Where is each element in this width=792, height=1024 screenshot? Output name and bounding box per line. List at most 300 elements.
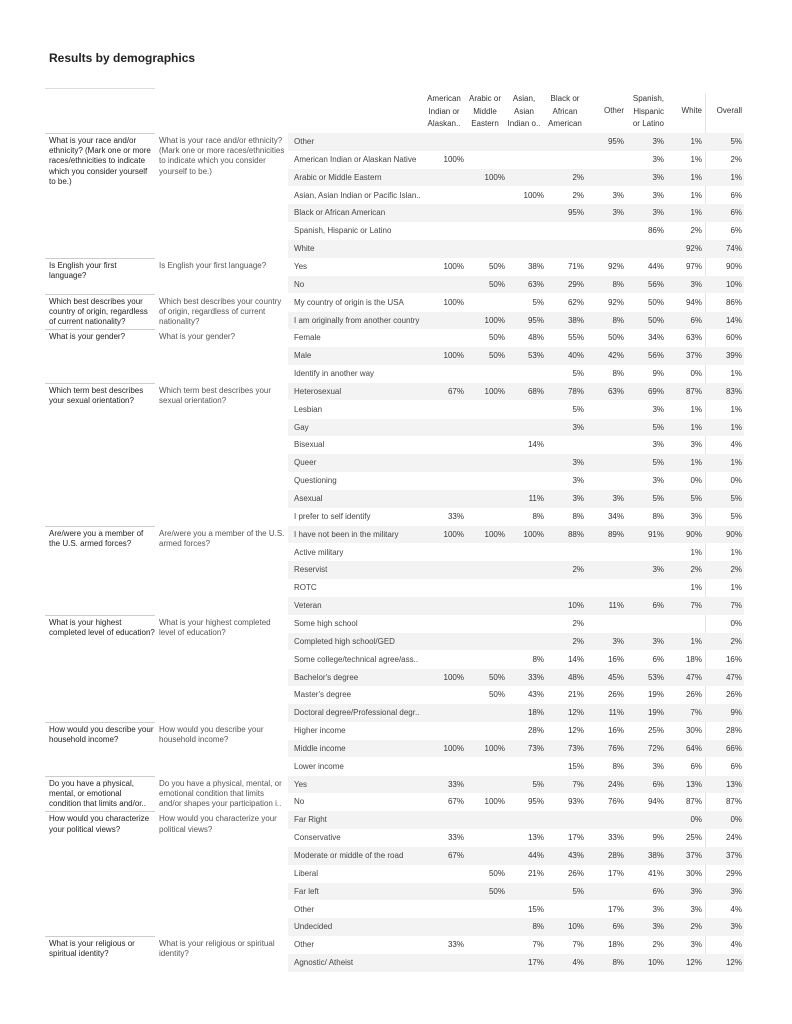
question-label: What is your highest completed level of education? xyxy=(49,617,155,638)
value-cell: 2% xyxy=(690,565,702,575)
value-cell xyxy=(424,544,464,562)
value-cell: 17% xyxy=(607,904,624,914)
answer-label: Other xyxy=(294,940,315,950)
value-cell: 8% xyxy=(612,761,624,771)
value-cell: 50% xyxy=(488,672,505,682)
value-cell xyxy=(504,579,544,597)
question-text: What is your race and/or ethnicity? (Mark one or more races/ethnicities to indicate which you consider yourself to be.) xyxy=(159,136,285,176)
group-divider xyxy=(45,258,155,259)
value-cell: 92% xyxy=(607,261,624,271)
value-cell xyxy=(584,561,624,579)
value-cell: 16% xyxy=(607,726,624,736)
value-cell xyxy=(504,615,544,633)
value-cell xyxy=(465,544,505,562)
value-cell: 56% xyxy=(647,351,664,361)
value-cell: 97% xyxy=(685,261,702,271)
value-cell xyxy=(465,419,505,437)
value-cell: 12% xyxy=(567,726,584,736)
value-cell: 5% xyxy=(652,458,664,468)
value-cell: 67% xyxy=(447,797,464,807)
answer-label: Agnostic/ Atheist xyxy=(294,958,354,968)
group-divider xyxy=(45,133,155,134)
value-cell: 1% xyxy=(690,172,702,182)
value-cell xyxy=(465,651,505,669)
value-cell: 50% xyxy=(607,333,624,343)
value-cell: 9% xyxy=(652,833,664,843)
value-cell: 1% xyxy=(730,172,742,182)
value-cell: 6% xyxy=(730,208,742,218)
column-header: Black or African American xyxy=(548,94,582,128)
value-cell: 44% xyxy=(527,851,544,860)
value-cell: 38% xyxy=(647,851,664,860)
value-cell: 100% xyxy=(484,315,505,325)
column-header: Other xyxy=(603,106,624,115)
value-cell xyxy=(504,544,544,562)
value-cell: 11% xyxy=(528,494,544,503)
value-cell xyxy=(584,401,624,419)
value-cell xyxy=(465,954,505,972)
value-cell: 5% xyxy=(572,369,584,379)
value-cell: 1% xyxy=(730,422,742,432)
group-divider xyxy=(45,936,155,937)
value-cell: 87% xyxy=(685,386,702,396)
value-cell: 25% xyxy=(685,833,702,843)
group-divider xyxy=(45,615,155,616)
question-text: Which best describes your country of origin, regardless of current nationality? xyxy=(159,296,282,327)
value-cell: 2% xyxy=(730,154,742,164)
value-cell xyxy=(465,508,505,526)
column-header: Arabic or Middle Eastern xyxy=(468,94,501,128)
value-cell: 2% xyxy=(730,636,742,646)
value-cell xyxy=(465,401,505,419)
value-cell: 14% xyxy=(527,440,544,450)
value-cell xyxy=(584,579,624,597)
value-cell: 4% xyxy=(572,958,584,968)
value-cell xyxy=(504,633,544,651)
value-cell: 3% xyxy=(652,565,664,575)
value-cell: 3% xyxy=(572,422,584,432)
value-cell xyxy=(424,561,464,579)
value-cell xyxy=(465,597,505,615)
value-cell: 24% xyxy=(607,779,624,789)
value-cell: 3% xyxy=(690,886,702,896)
value-cell xyxy=(424,918,464,936)
answer-label: Asian, Asian Indian or Pacific Islan.. xyxy=(294,190,421,200)
value-cell: 38% xyxy=(567,315,584,325)
value-cell xyxy=(465,151,505,169)
value-cell xyxy=(504,454,544,472)
value-cell: 30% xyxy=(685,726,702,736)
answer-label: Higher income xyxy=(294,726,346,736)
answer-label: Lesbian xyxy=(294,404,323,414)
value-cell: 37% xyxy=(725,851,742,860)
value-cell: 0% xyxy=(730,815,742,825)
answer-label: No xyxy=(294,279,305,289)
value-cell: 55% xyxy=(567,333,584,343)
value-cell: 3% xyxy=(652,440,664,450)
question-label: What is your religious or spiritual identity? xyxy=(49,939,135,959)
value-cell: 0% xyxy=(690,476,702,486)
value-cell: 16% xyxy=(725,654,742,664)
value-cell: 66% xyxy=(725,743,742,753)
value-cell xyxy=(544,436,584,454)
value-cell xyxy=(465,187,505,205)
answer-label: Queer xyxy=(294,458,317,468)
value-cell: 6% xyxy=(730,190,742,200)
value-cell: 43% xyxy=(567,851,584,860)
value-cell: 17% xyxy=(607,868,624,878)
value-cell: 3% xyxy=(612,208,624,218)
value-cell: 2% xyxy=(730,565,742,575)
question-label: What is your gender? xyxy=(49,332,126,342)
value-cell: 11% xyxy=(608,601,624,611)
value-cell xyxy=(504,597,544,615)
value-cell xyxy=(424,633,464,651)
value-cell: 2% xyxy=(690,226,702,236)
value-cell: 93% xyxy=(567,797,584,807)
value-cell xyxy=(504,133,544,151)
value-cell: 3% xyxy=(652,208,664,218)
answer-label: I prefer to self identify xyxy=(294,511,371,521)
value-cell: 1% xyxy=(690,636,702,646)
question-label: Which best describes your country of origin, regardless of current nationality? xyxy=(49,296,148,327)
value-cell xyxy=(544,133,584,151)
value-cell: 14% xyxy=(725,315,742,325)
value-cell: 26% xyxy=(725,690,742,700)
value-cell: 53% xyxy=(527,351,544,361)
column-header: White xyxy=(681,106,702,115)
value-cell: 12% xyxy=(567,708,584,718)
value-cell: 5% xyxy=(730,137,742,146)
answer-label: Other xyxy=(294,137,315,146)
value-cell: 19% xyxy=(647,708,664,718)
value-cell xyxy=(624,240,664,258)
value-cell: 100% xyxy=(484,529,505,539)
answer-label: Yes xyxy=(294,261,308,271)
answer-label: Asexual xyxy=(294,494,323,503)
value-cell: 29% xyxy=(725,868,742,878)
value-cell: 63% xyxy=(607,386,624,396)
value-cell xyxy=(584,615,624,633)
value-cell: 41% xyxy=(647,868,664,878)
value-cell: 50% xyxy=(488,690,505,700)
value-cell xyxy=(584,454,624,472)
answer-label: ROTC xyxy=(294,583,317,593)
value-cell xyxy=(465,901,505,919)
value-cell: 34% xyxy=(647,333,664,343)
value-cell: 76% xyxy=(607,743,624,753)
value-cell: 3% xyxy=(572,458,584,468)
value-cell: 74% xyxy=(725,244,742,254)
value-cell: 48% xyxy=(527,333,544,343)
value-cell: 76% xyxy=(607,797,624,807)
value-cell xyxy=(424,472,464,490)
value-cell xyxy=(465,222,505,240)
value-cell: 18% xyxy=(685,654,702,664)
value-cell: 1% xyxy=(690,208,702,218)
value-cell xyxy=(424,615,464,633)
value-cell xyxy=(424,811,464,829)
value-cell xyxy=(465,365,505,383)
answer-label: Heterosexual xyxy=(294,386,342,396)
value-cell: 1% xyxy=(730,404,742,414)
value-cell: 24% xyxy=(725,833,742,843)
answer-label: Lower income xyxy=(294,761,344,771)
value-cell: 40% xyxy=(567,351,584,361)
value-cell: 6% xyxy=(652,886,664,896)
value-cell xyxy=(424,133,464,151)
value-cell: 17% xyxy=(567,833,584,843)
value-cell: 15% xyxy=(527,904,544,914)
value-cell: 33% xyxy=(607,833,624,843)
value-cell: 4% xyxy=(730,440,742,450)
value-cell: 8% xyxy=(612,279,624,289)
value-cell: 29% xyxy=(567,279,584,289)
value-cell xyxy=(504,883,544,901)
answer-label: Spanish, Hispanic or Latino xyxy=(294,226,392,236)
value-cell: 10% xyxy=(647,958,664,968)
value-cell: 5% xyxy=(532,297,544,307)
value-cell: 1% xyxy=(690,422,702,432)
question-text: What is your gender? xyxy=(159,332,236,342)
value-cell xyxy=(584,151,624,169)
value-cell xyxy=(544,240,584,258)
value-cell xyxy=(544,811,584,829)
value-cell xyxy=(424,169,464,187)
value-cell: 100% xyxy=(484,172,505,182)
value-cell: 2% xyxy=(652,940,664,950)
value-cell xyxy=(465,847,505,865)
value-cell: 53% xyxy=(647,672,664,682)
group-divider xyxy=(45,383,155,384)
column-header: Asian, Asian Indian o.. xyxy=(507,94,541,128)
value-cell: 1% xyxy=(690,137,702,146)
value-cell: 33% xyxy=(447,940,464,950)
value-cell: 21% xyxy=(567,690,584,700)
value-cell: 95% xyxy=(607,137,624,146)
value-cell xyxy=(465,579,505,597)
value-cell: 100% xyxy=(443,154,464,164)
value-cell: 89% xyxy=(607,529,624,539)
value-cell xyxy=(544,151,584,169)
value-cell: 6% xyxy=(612,922,624,932)
value-cell: 50% xyxy=(647,315,664,325)
value-cell: 33% xyxy=(447,511,464,521)
answer-label: Bachelor's degree xyxy=(294,672,359,682)
value-cell xyxy=(465,936,505,954)
value-cell: 4% xyxy=(730,940,742,950)
value-cell: 3% xyxy=(652,636,664,646)
value-cell: 43% xyxy=(527,690,544,700)
value-cell xyxy=(424,722,464,740)
value-cell xyxy=(424,704,464,722)
value-cell: 100% xyxy=(523,190,544,200)
value-cell: 6% xyxy=(730,226,742,236)
value-cell xyxy=(584,436,624,454)
answer-label: Middle income xyxy=(294,743,346,753)
value-cell: 7% xyxy=(690,601,702,611)
question-label: Which term best describes your sexual orientation? xyxy=(49,385,144,406)
value-cell: 34% xyxy=(607,511,624,521)
value-cell: 88% xyxy=(567,529,584,539)
value-cell: 3% xyxy=(612,190,624,200)
value-cell: 33% xyxy=(447,833,464,843)
value-cell: 5% xyxy=(652,422,664,432)
value-cell: 7% xyxy=(532,940,544,950)
answer-label: Completed high school/GED xyxy=(294,636,395,646)
value-cell: 67% xyxy=(447,386,464,396)
value-cell: 3% xyxy=(652,154,664,164)
value-cell xyxy=(424,454,464,472)
value-cell: 86% xyxy=(647,226,664,236)
value-cell: 50% xyxy=(488,261,505,271)
question-label: Is English your first language? xyxy=(49,260,117,281)
value-cell xyxy=(504,240,544,258)
value-cell: 100% xyxy=(443,261,464,271)
value-cell: 2% xyxy=(690,922,702,932)
question-label: Are/were you a member of the U.S. armed forces? xyxy=(49,528,144,548)
answer-label: Reservist xyxy=(294,565,328,575)
value-cell xyxy=(424,401,464,419)
value-cell: 0% xyxy=(730,618,742,628)
answer-label: Active military xyxy=(294,547,344,557)
value-cell xyxy=(624,579,664,597)
value-cell: 90% xyxy=(725,261,742,271)
value-cell: 3% xyxy=(690,940,702,950)
value-cell xyxy=(504,151,544,169)
question-text: How would you describe your household income? xyxy=(159,725,264,745)
value-cell xyxy=(424,758,464,776)
value-cell: 25% xyxy=(647,726,664,736)
value-cell xyxy=(424,686,464,704)
value-cell xyxy=(504,472,544,490)
value-cell xyxy=(465,615,505,633)
value-cell xyxy=(465,133,505,151)
value-cell xyxy=(584,472,624,490)
value-cell xyxy=(424,865,464,883)
value-cell: 10% xyxy=(567,601,584,611)
value-cell xyxy=(424,312,464,330)
value-cell: 7% xyxy=(572,779,584,789)
value-cell: 92% xyxy=(607,297,624,307)
value-cell xyxy=(584,169,624,187)
value-cell xyxy=(424,222,464,240)
answer-label: Arabic or Middle Eastern xyxy=(294,172,382,182)
value-cell: 90% xyxy=(685,529,702,539)
answer-label: Veteran xyxy=(294,601,322,611)
value-cell: 13% xyxy=(685,779,702,789)
value-cell: 26% xyxy=(567,868,584,878)
value-cell xyxy=(465,829,505,847)
value-cell: 56% xyxy=(647,279,664,289)
value-cell: 5% xyxy=(572,886,584,896)
value-cell: 90% xyxy=(725,529,742,539)
value-cell xyxy=(504,811,544,829)
value-cell: 13% xyxy=(725,779,742,789)
value-cell xyxy=(584,419,624,437)
value-cell xyxy=(424,240,464,258)
value-cell: 33% xyxy=(447,779,464,789)
value-cell: 72% xyxy=(647,743,664,753)
value-cell: 60% xyxy=(725,333,742,343)
question-label: What is your race and/or ethnicity? (Mark one or more races/ethnicities to indicate which you consider yourself to be.) xyxy=(49,136,151,186)
value-cell xyxy=(504,758,544,776)
value-cell: 100% xyxy=(443,529,464,539)
value-cell: 64% xyxy=(685,743,702,753)
value-cell: 71% xyxy=(567,261,584,271)
answer-label: Moderate or middle of the road xyxy=(294,851,404,860)
value-cell xyxy=(504,222,544,240)
value-cell: 39% xyxy=(725,351,742,361)
value-cell xyxy=(465,436,505,454)
value-cell: 69% xyxy=(647,386,664,396)
value-cell: 14% xyxy=(567,654,584,664)
value-cell xyxy=(624,544,664,562)
value-cell: 3% xyxy=(652,476,664,486)
answer-label: Master's degree xyxy=(294,690,352,700)
value-cell xyxy=(424,883,464,901)
value-cell: 12% xyxy=(725,958,742,968)
value-cell: 50% xyxy=(488,886,505,896)
value-cell: 6% xyxy=(652,779,664,789)
value-cell: 7% xyxy=(730,601,742,611)
value-cell xyxy=(424,187,464,205)
value-cell: 3% xyxy=(730,886,742,896)
value-cell: 9% xyxy=(730,708,742,718)
value-cell: 50% xyxy=(488,868,505,878)
value-cell xyxy=(424,204,464,222)
value-cell: 42% xyxy=(607,351,624,361)
value-cell: 3% xyxy=(612,494,624,503)
value-cell xyxy=(544,222,584,240)
value-cell xyxy=(424,276,464,294)
value-cell xyxy=(584,222,624,240)
value-cell: 9% xyxy=(652,369,664,379)
value-cell: 2% xyxy=(572,172,584,182)
page-title: Results by demographics xyxy=(49,51,196,65)
value-cell: 37% xyxy=(685,851,702,860)
value-cell: 2% xyxy=(572,636,584,646)
value-cell: 18% xyxy=(607,940,624,950)
answer-label: Yes xyxy=(294,779,308,789)
value-cell: 3% xyxy=(572,476,584,486)
value-cell xyxy=(424,365,464,383)
value-cell xyxy=(465,811,505,829)
value-cell: 11% xyxy=(608,708,624,718)
value-cell xyxy=(544,544,584,562)
answer-label: Gay xyxy=(294,422,309,432)
title-divider xyxy=(45,88,155,89)
value-cell: 63% xyxy=(527,279,544,289)
value-cell xyxy=(584,883,624,901)
value-cell: 100% xyxy=(443,297,464,307)
column-header: Spanish, Hispanic or Latino xyxy=(632,94,664,128)
answer-label: I am originally from another country xyxy=(294,315,420,325)
value-cell: 3% xyxy=(652,904,664,914)
value-cell: 7% xyxy=(690,708,702,718)
value-cell: 100% xyxy=(443,351,464,361)
value-cell: 2% xyxy=(572,565,584,575)
value-cell: 8% xyxy=(612,958,624,968)
value-cell xyxy=(465,472,505,490)
value-cell xyxy=(504,419,544,437)
value-cell: 100% xyxy=(523,529,544,539)
value-cell xyxy=(662,615,702,633)
value-cell xyxy=(465,490,505,508)
value-cell: 3% xyxy=(652,761,664,771)
value-cell: 3% xyxy=(690,279,702,289)
value-cell: 2% xyxy=(572,618,584,628)
